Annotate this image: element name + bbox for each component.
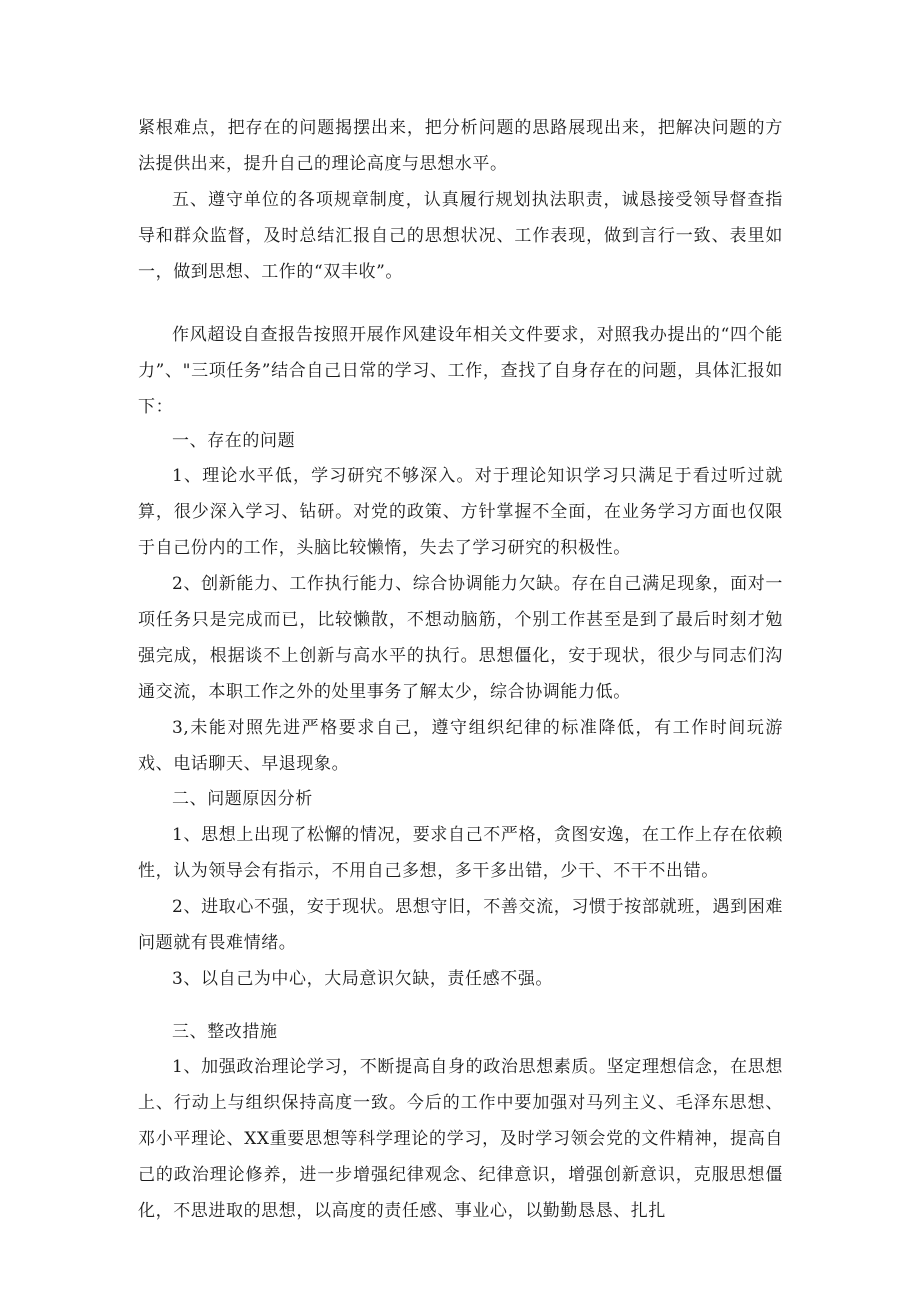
section-heading-measures: 三、整改措施 xyxy=(172,1022,278,1042)
section-heading-problems: 一、存在的问题 xyxy=(172,431,296,451)
paragraph-problem-3: 3,未能对照先进严格要求自己，遵守组织纪律的标准降低，有工作时间玩游戏、电话聊天、早退现象。 xyxy=(138,718,783,774)
paragraph-intro: 作风超设自查报告按照开展作风建设年相关文件要求，对照我办提出的“四个能力”、"三项任务”结合自己日常的学习、工作，查找了自身存在的问题，具体汇报如下： xyxy=(138,325,783,417)
section-heading-causes: 二、问题原因分析 xyxy=(172,789,313,809)
paragraph-problem-2: 2、创新能力、工作执行能力、综合协调能力欠缺。存在自己满足现象，面对一项任务只是完成而已，比较懒散，不想动脑筋，个别工作甚至是到了最后时刻才勉强完成，根据谈不上创新与高水平的执行。思想僵化，安于现状，很少与同志们沟通交流，本职工作之外的处里事务了解太少，综合协调能力低。 xyxy=(138,574,783,702)
paragraph-measure-1: 1、加强政治理论学习，不断提高自身的政治思想素质。坚定理想信念，在思想上、行动上与组织保持高度一致。今后的工作中要加强对马列主义、毛泽东思想、邓小平理论、XX重要思想等科学理论的学习，及时学习领会党的文件精神，提高自己的政治理论修养，进一步增强纪律观念、纪律意识，增强创新意识，克服思想僵化，不思进取的思想，以高度的责任感、事业心，以勤勤恳恳、扎扎 xyxy=(138,1057,783,1221)
paragraph-cause-3: 3、以自己为中心，大局意识欠缺，责任感不强。 xyxy=(172,969,554,989)
paragraph-item-five: 五、遵守单位的各项规章制度，认真履行规划执法职责，诚恳接受领导督查指导和群众监督，及时总结汇报自己的思想状况、工作表现，做到言行一致、表里如一，做到思想、工作的“双丰收”。 xyxy=(138,190,783,282)
paragraph-cause-1: 1、思想上出现了松懈的情况，要求自己不严格，贪图安逸，在工作上存在依赖性，认为领导会有指示，不用自己多想，多干多出错，少干、不干不出错。 xyxy=(138,825,783,881)
paragraph-cause-2: 2、进取心不强，安于现状。思想守旧，不善交流，习惯于按部就班，遇到困难问题就有畏难情绪。 xyxy=(138,897,783,953)
paragraph-continuation: 紧根难点，把存在的问题揭摆出来，把分析问题的思路展现出来，把解决问题的方法提供出来，提升自己的理论高度与思想水平。 xyxy=(138,118,783,174)
paragraph-problem-1: 1、理论水平低，学习研究不够深入。对于理论知识学习只满足于看过听过就算，很少深入学习、钻研。对党的政策、方针掌握不全面，在业务学习方面也仅限于自己份内的工作，头脑比较懒惰，失去了学习研究的积极性。 xyxy=(138,466,783,558)
